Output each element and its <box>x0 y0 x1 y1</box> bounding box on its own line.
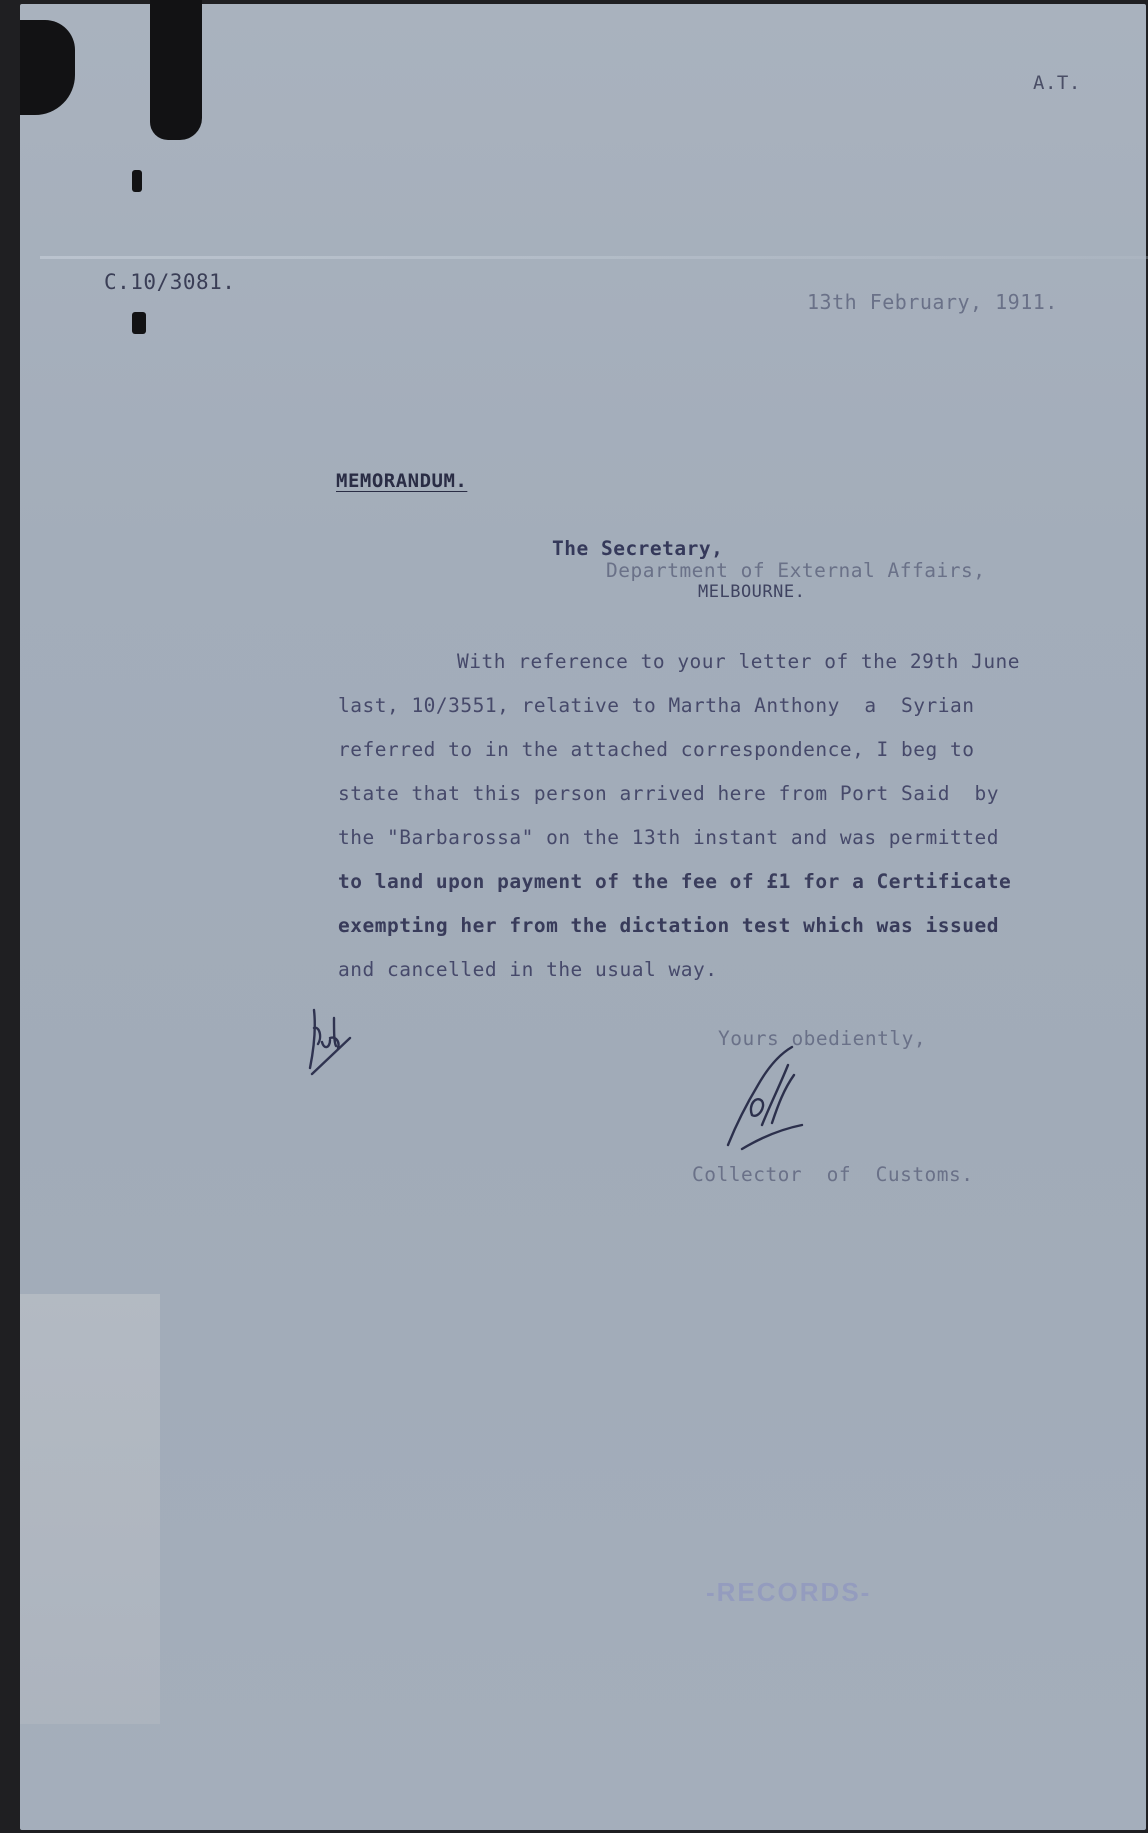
letter-date: 13th February, 1911. <box>807 290 1058 314</box>
punch-mark-1 <box>132 170 142 192</box>
fold-line <box>40 256 1148 259</box>
body-line-8: and cancelled in the usual way. <box>338 958 718 981</box>
body-line-3: referred to in the attached correspondence, I beg to <box>338 738 975 761</box>
records-stamp: -RECORDS- <box>706 1577 872 1607</box>
signature <box>722 1045 812 1155</box>
punch-mark-2 <box>132 312 146 334</box>
closing-text: Yours obediently, <box>718 1027 927 1050</box>
addressee-line-1: The Secretary, <box>552 537 724 560</box>
margin-initials <box>300 998 370 1078</box>
addressee-line-3: MELBOURNE. <box>698 582 806 602</box>
body-line-4: state that this person arrived here from Port Said by <box>338 782 999 805</box>
signatory-title: Collector of Customs. <box>692 1163 974 1186</box>
torn-edge <box>20 1294 160 1724</box>
body-line-5: the "Barbarossa" on the 13th instant and was permitted <box>338 826 999 849</box>
body-line-1: With reference to your letter of the 29th June <box>457 650 1021 673</box>
initials-mark: A.T. <box>1033 72 1081 94</box>
body-line-7: exempting her from the dictation test which was issued <box>338 914 999 937</box>
addressee-line-2: Department of External Affairs, <box>606 559 986 582</box>
memo-title: MEMORANDUM. <box>336 470 468 492</box>
body-line-6: to land upon payment of the fee of £1 for a Certificate <box>338 870 1012 893</box>
torn-hole-top <box>150 0 202 140</box>
body-line-2: last, 10/3551, relative to Martha Anthony a Syrian <box>338 694 975 717</box>
file-reference: C.10/3081. <box>104 270 236 294</box>
